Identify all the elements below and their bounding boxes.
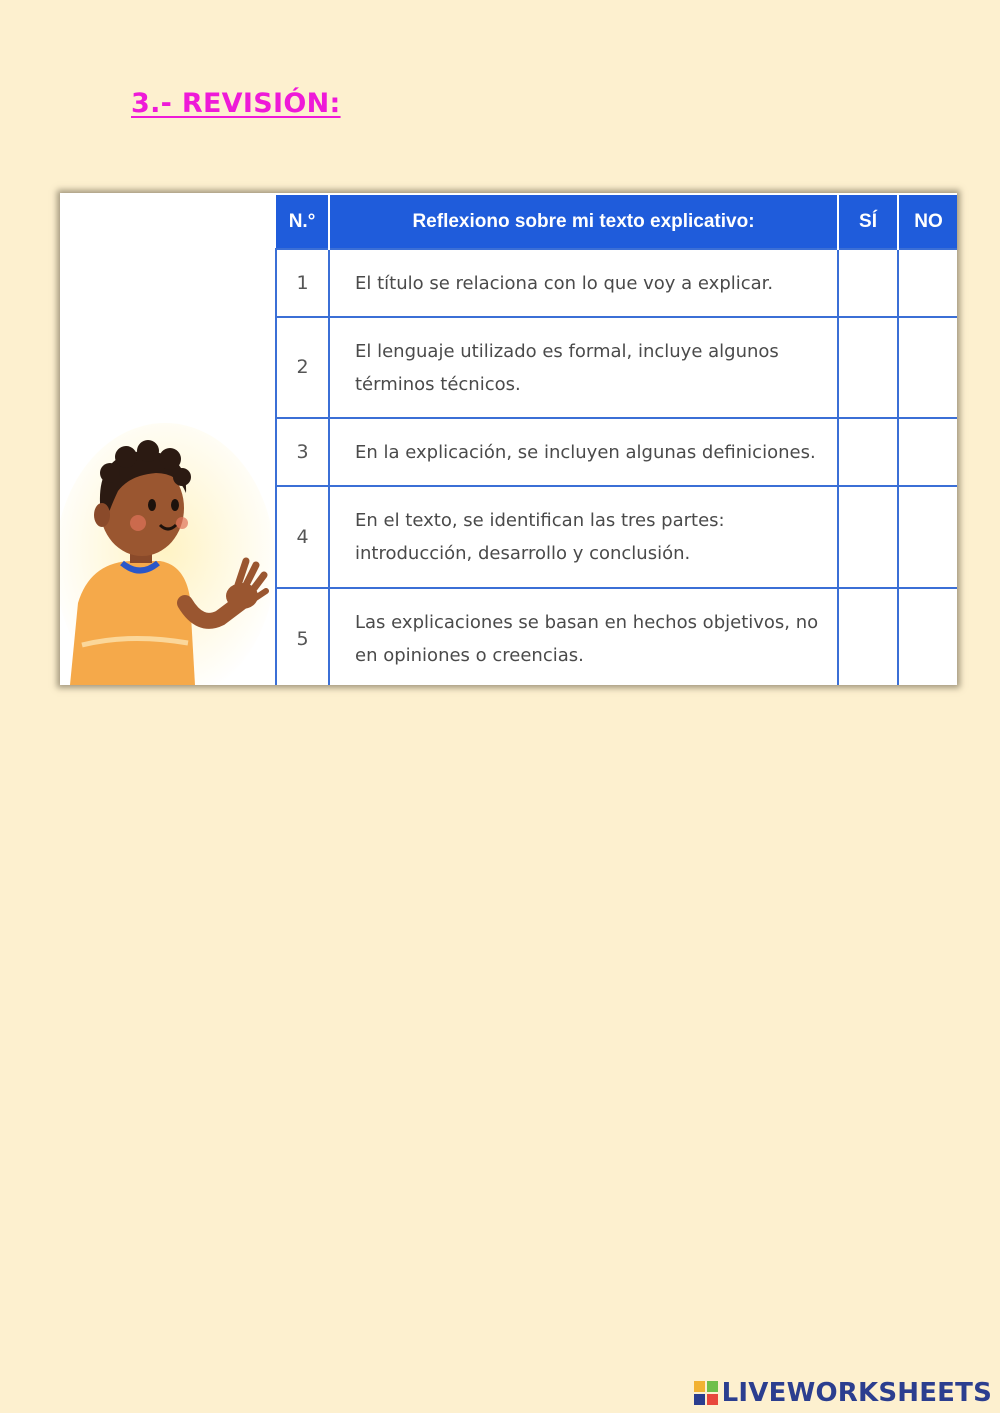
yes-answer-cell[interactable] — [838, 418, 898, 486]
brand-name: LIVEWORKSHEETS — [721, 1378, 992, 1408]
no-answer-cell[interactable] — [898, 486, 957, 588]
table-row — [276, 317, 957, 418]
liveworksheets-logo-icon — [694, 1381, 718, 1405]
row-number: 3 — [276, 418, 329, 486]
row-statement: El lenguaje utilizado es formal, incluye algunos términos técnicos. — [329, 317, 838, 418]
row-number: 2 — [276, 317, 329, 418]
header-statement: Reflexiono sobre mi texto explicativo: — [329, 195, 838, 249]
footer-brand — [694, 1378, 992, 1408]
header-no: NO — [898, 195, 957, 249]
no-answer-cell[interactable] — [898, 317, 957, 418]
header-number: N.° — [276, 195, 329, 249]
row-number: 1 — [276, 249, 329, 317]
row-statement: En la explicación, se incluyen algunas definiciones. — [329, 418, 838, 486]
yes-answer-cell[interactable] — [838, 317, 898, 418]
row-statement: El título se relaciona con lo que voy a explicar. — [329, 249, 838, 317]
yes-answer-cell[interactable] — [838, 588, 898, 685]
row-number: 5 — [276, 588, 329, 685]
table-row — [276, 588, 957, 685]
table-row — [276, 418, 957, 486]
row-statement: Las explicaciones se basan en hechos objetivos, no en opiniones o creencias. — [329, 588, 838, 685]
header-yes: SÍ — [838, 195, 898, 249]
no-answer-cell[interactable] — [898, 588, 957, 685]
row-statement: En el texto, se identifican las tres partes: introducción, desarrollo y conclusión. — [329, 486, 838, 588]
review-card — [60, 193, 957, 685]
no-answer-cell[interactable] — [898, 418, 957, 486]
row-number: 4 — [276, 486, 329, 588]
no-answer-cell[interactable] — [898, 249, 957, 317]
table-row — [276, 249, 957, 317]
table-header-row — [276, 195, 957, 249]
review-checklist-table — [275, 195, 957, 685]
table-row — [276, 486, 957, 588]
yes-answer-cell[interactable] — [838, 249, 898, 317]
section-title: 3.- REVISIÓN: — [131, 88, 341, 119]
yes-answer-cell[interactable] — [838, 486, 898, 588]
boy-waving-illustration — [60, 413, 275, 685]
